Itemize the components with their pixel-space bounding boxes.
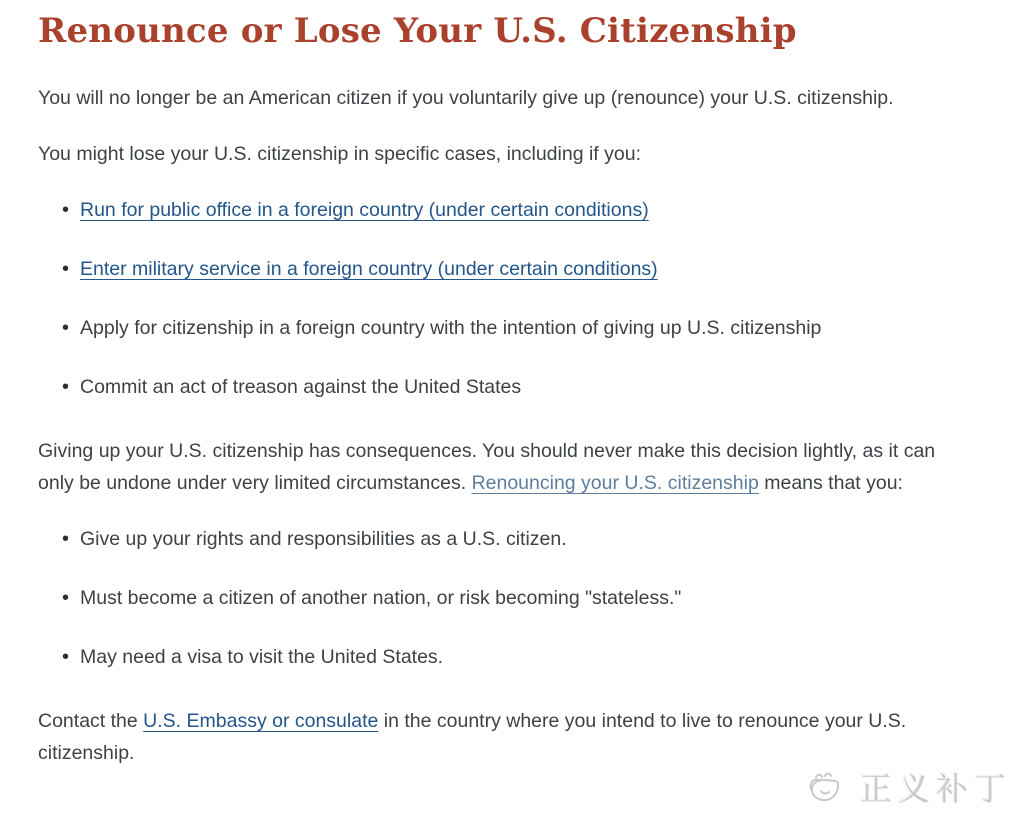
list-item bbox=[80, 641, 918, 673]
embassy-consulate-link[interactable]: U.S. Embassy or consulate bbox=[143, 710, 379, 732]
watermark-text: 正义补丁 bbox=[859, 770, 1012, 808]
stateless-text: Must become a citizen of another nation, or risk becoming "stateless." bbox=[80, 587, 682, 609]
consequences-text-before: Giving up your U.S. citizenship has consequences. You should never make this decision lightly, as it can only be undone under very limited circumstances. bbox=[38, 440, 936, 494]
page-title: Renounce or Lose Your U.S. Citizenship bbox=[38, 11, 797, 51]
list-item bbox=[80, 582, 918, 614]
renouncing-citizenship-link[interactable]: Renouncing your U.S. citizenship bbox=[471, 472, 759, 494]
run-for-public-office-link[interactable]: Run for public office in a foreign country (under certain conditions) bbox=[80, 199, 649, 221]
list-item bbox=[80, 194, 918, 226]
enter-military-service-link[interactable]: Enter military service in a foreign country (under certain conditions) bbox=[80, 258, 658, 280]
contact-paragraph bbox=[38, 705, 943, 769]
give-up-rights-text: Give up your rights and responsibilities as a U.S. citizen. bbox=[80, 528, 567, 550]
visa-text: May need a visa to visit the United States. bbox=[80, 646, 444, 668]
list-item bbox=[80, 523, 918, 555]
intro-paragraph: You will no longer be an American citizen if you voluntarily give up (renounce) your U.S. citizenship. bbox=[38, 87, 894, 109]
apply-citizenship-text: Apply for citizenship in a foreign country with the intention of giving up U.S. citizenship bbox=[80, 317, 822, 339]
list-item bbox=[80, 253, 918, 285]
treason-text: Commit an act of treason against the United States bbox=[80, 376, 522, 398]
consequences-paragraph bbox=[38, 435, 943, 499]
list-item bbox=[80, 312, 918, 344]
consequences-list bbox=[38, 523, 918, 673]
watermark bbox=[808, 764, 1012, 810]
list-item bbox=[80, 371, 918, 403]
contact-text-after: in the country where you intend to live to renounce your U.S. citizenship. bbox=[38, 710, 907, 764]
contact-text-before: Contact the bbox=[38, 710, 144, 732]
justice-patch-logo-icon bbox=[808, 769, 852, 805]
lose-cases-lead-paragraph: You might lose your U.S. citizenship in specific cases, including if you: bbox=[38, 143, 641, 165]
consequences-text-after: means that you: bbox=[758, 472, 903, 494]
lose-cases-list bbox=[38, 194, 918, 403]
